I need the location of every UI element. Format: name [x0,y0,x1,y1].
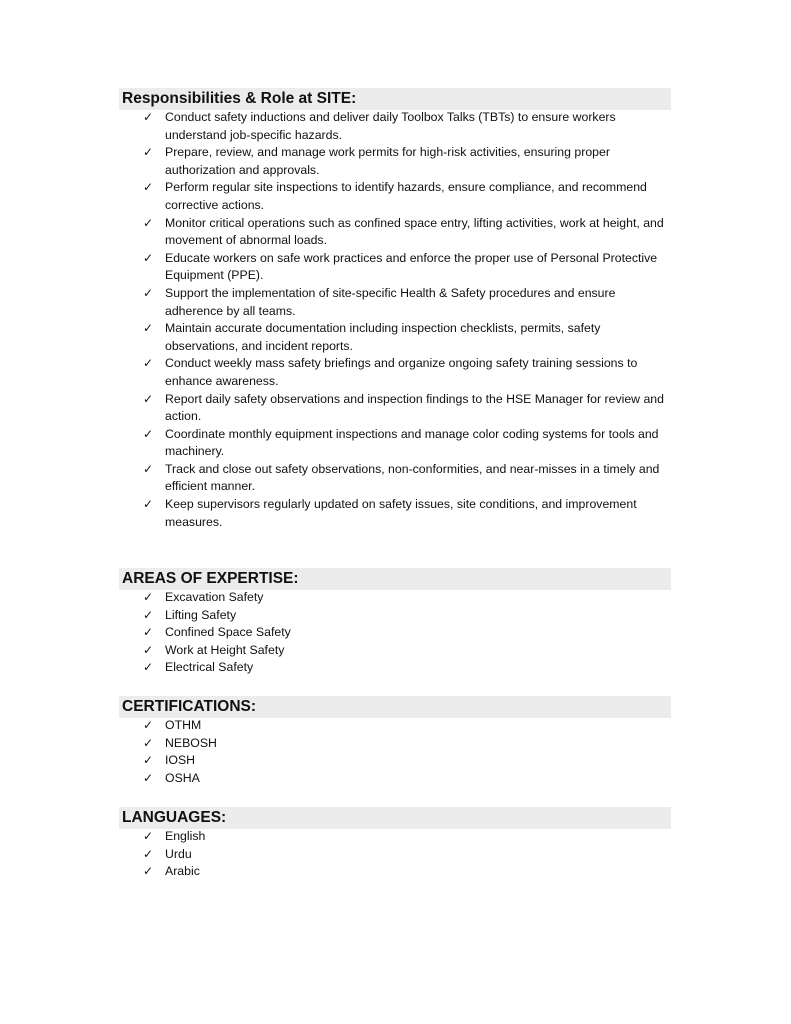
check-icon: ✓ [143,829,154,843]
languages-heading: LANGUAGES: [119,807,671,829]
list-item: ✓ Monitor critical operations such as confined space entry, lifting activities, work at height, and movement of abnormal loads. [143,215,664,248]
check-icon: ✓ [143,718,154,732]
check-icon: ✓ [143,285,154,300]
check-icon: ✓ [143,607,154,622]
list-item: ✓ Prepare, review, and manage work permits for high-risk activities, ensuring proper authorization and approvals. [143,145,610,177]
list-item: ✓ IOSH [143,752,673,770]
list-item: ✓ OTHM [143,717,673,735]
certifications-list [143,717,673,787]
list-item: ✓ Report daily safety observations and inspection findings to the HSE Manager for review and action. [143,391,664,424]
languages-list [143,828,673,881]
responsibilities-list [143,109,673,531]
check-icon: ✓ [143,391,154,406]
list-item: ✓ NEBOSH [143,735,673,753]
list-item: ✓ Coordinate monthly equipment inspections and manage color coding systems for tools and machinery. [143,426,659,459]
expertise-heading: AREAS OF EXPERTISE: [119,568,671,590]
responsibilities-heading: Responsibilities & Role at SITE: [119,88,671,110]
list-item: ✓ Maintain accurate documentation including inspection checklists, permits, safety observations, and incident reports. [143,321,601,353]
list-item: ✓ Arabic [143,863,673,881]
check-icon: ✓ [143,426,154,441]
list-item: ✓ Support the implementation of site-specific Health & Safety procedures and ensure adherence by all teams. [143,285,616,318]
check-icon: ✓ [143,215,154,230]
check-icon: ✓ [143,321,154,336]
list-item: ✓ Confined Space Safety [143,624,673,642]
check-icon: ✓ [143,642,154,657]
check-icon: ✓ [143,660,154,675]
check-icon: ✓ [143,180,154,195]
list-item: ✓ Urdu [143,846,673,864]
list-item: ✓ Perform regular site inspections to identify hazards, ensure compliance, and recommend corrective actions. [143,180,647,212]
expertise-list [143,589,673,677]
check-icon: ✓ [143,356,154,371]
check-icon: ✓ [143,145,154,160]
check-icon: ✓ [143,846,154,861]
list-item: ✓ Conduct safety inductions and deliver daily Toolbox Talks (TBTs) to ensure workers understand job-specific hazards. [143,110,616,142]
certifications-heading: CERTIFICATIONS: [119,696,671,718]
check-icon: ✓ [143,461,154,476]
list-item: ✓ Educate workers on safe work practices and enforce the proper use of Personal Protective Equipment (PPE). [143,250,658,283]
check-icon: ✓ [143,753,154,768]
check-icon: ✓ [143,590,154,604]
list-item: ✓ OSHA [143,770,673,788]
check-icon: ✓ [143,497,154,512]
check-icon: ✓ [143,770,154,785]
list-item: ✓ Conduct weekly mass safety briefings and organize ongoing safety training sessions to enhance awareness. [143,356,638,388]
check-icon: ✓ [143,110,154,124]
check-icon: ✓ [143,864,154,879]
check-icon: ✓ [143,735,154,750]
check-icon: ✓ [143,250,154,265]
list-item: ✓ Electrical Safety [143,659,673,677]
check-icon: ✓ [143,625,154,640]
list-item: ✓ Lifting Safety [143,607,673,625]
list-item: ✓ Excavation Safety [143,589,673,607]
list-item: ✓ Keep supervisors regularly updated on safety issues, site conditions, and improvement measures. [143,497,637,529]
list-item: ✓ Track and close out safety observations, non-conformities, and near-misses in a timely and efficient manner. [143,461,660,494]
list-item: ✓ Work at Height Safety [143,642,673,660]
list-item: ✓ English [143,828,673,846]
